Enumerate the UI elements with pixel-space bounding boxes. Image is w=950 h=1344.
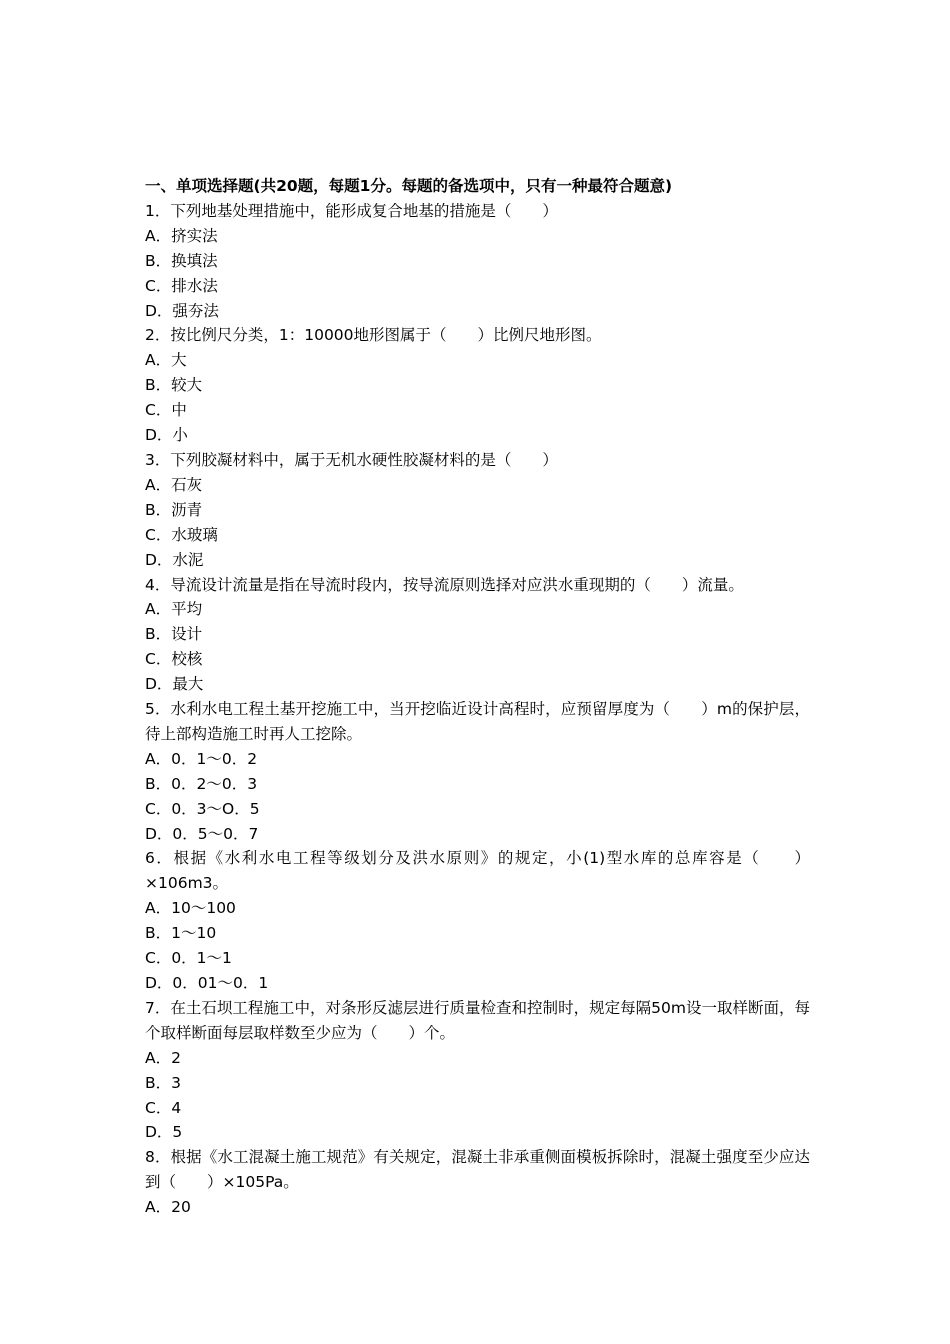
option-b: B．1～10 [145, 924, 217, 943]
option-d: D．强夯法 [145, 301, 219, 320]
document-page [145, 174, 810, 1220]
question-4 [145, 573, 810, 698]
option-a: A．20 [145, 1198, 191, 1217]
question-1 [145, 199, 810, 324]
question-3 [145, 448, 810, 573]
option-c: C．水玻璃 [145, 525, 218, 544]
option-d: D．水泥 [145, 550, 204, 569]
option-c: C．校核 [145, 650, 203, 669]
option-c: C．排水法 [145, 276, 218, 295]
question-stem: 4．导流设计流量是指在导流时段内，按导流原则选择对应洪水重现期的（ ）流量。 [145, 575, 744, 594]
question-7 [145, 996, 810, 1145]
option-c: C．4 [145, 1098, 182, 1117]
question-stem: 2．按比例尺分类，1：10000地形图属于（ ）比例尺地形图。 [145, 326, 602, 345]
question-5 [145, 697, 810, 846]
question-stem: 5．水利水电工程土基开挖施工中，当开挖临近设计高程时，应预留厚度为（ ）m的保护层，待上部构造施工时再人工挖除。 [145, 700, 810, 743]
section-heading: 一、单项选择题(共20题，每题1分。每题的备选项中，只有一种最符合题意) [145, 177, 673, 195]
option-a: A．2 [145, 1048, 181, 1067]
option-d: D．0．5～0．7 [145, 824, 259, 843]
question-stem: 3．下列胶凝材料中，属于无机水硬性胶凝材料的是（ ） [145, 450, 558, 469]
option-a: A．0．1～0．2 [145, 749, 258, 768]
option-d: D．小 [145, 426, 188, 445]
question-stem: 8．根据《水工混凝土施工规范》有关规定，混凝土非承重侧面模板拆除时，混凝土强度至少应达到（ ）×105Pa。 [145, 1148, 810, 1192]
question-2 [145, 323, 810, 448]
option-b: B．换填法 [145, 251, 218, 270]
option-d: D．最大 [145, 675, 204, 694]
option-b: B．较大 [145, 376, 203, 395]
question-8 [145, 1145, 810, 1220]
option-c: C．0．3～O．5 [145, 799, 260, 818]
option-a: A．大 [145, 351, 187, 370]
question-stem: 1．下列地基处理措施中，能形成复合地基的措施是（ ） [145, 201, 558, 220]
option-b: B．0．2～0．3 [145, 774, 258, 793]
option-c: C．0．1～1 [145, 949, 232, 968]
option-c: C．中 [145, 401, 187, 420]
option-d: D．5 [145, 1123, 183, 1142]
question-stem: 7．在土石坝工程施工中，对条形反滤层进行质量检查和控制时，规定每隔50m设一取样断面，每个取样断面每层取样数至少应为（ ）个。 [145, 998, 810, 1042]
option-a: A．石灰 [145, 475, 203, 494]
option-b: B．沥青 [145, 500, 203, 519]
option-a: A．10～100 [145, 899, 236, 918]
option-b: B．设计 [145, 625, 203, 644]
option-d: D．0．01～0．1 [145, 974, 269, 992]
question-stem: 6．根据《水利水电工程等级划分及洪水原则》的规定，小(1)型水库的总库容是（ ）×106m3。 [145, 849, 810, 893]
option-a: A．平均 [145, 600, 203, 619]
option-a: A．挤实法 [145, 226, 218, 245]
question-6 [145, 846, 810, 995]
option-b: B．3 [145, 1073, 181, 1092]
